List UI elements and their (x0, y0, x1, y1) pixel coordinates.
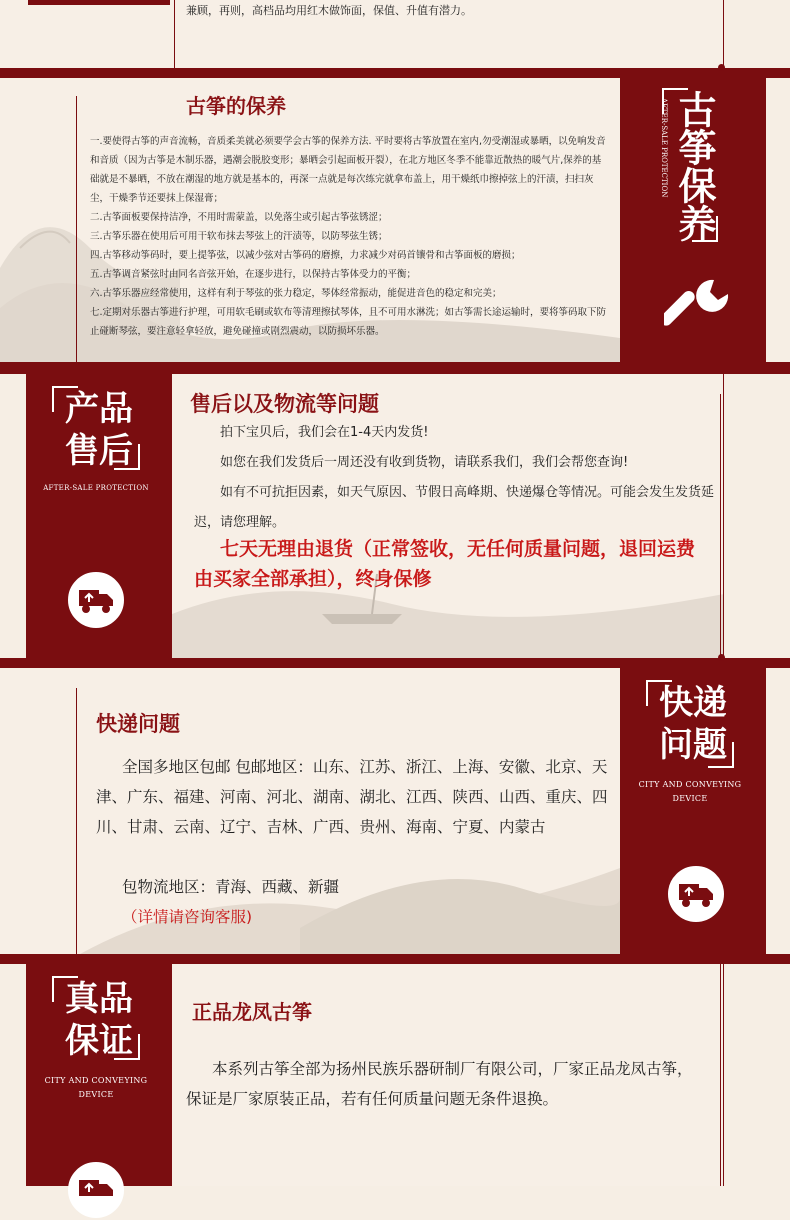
delivery-truck-icon (68, 572, 124, 628)
genuine-side-chars (54, 978, 144, 1062)
section-band (0, 954, 790, 964)
care-paragraph: 三.古筝乐器在使用后可用干软布抹去琴弦上的汗渍等，以防琴弦生锈； (90, 231, 388, 242)
care-paragraph: 四.古筝移动筝码时，要上提筝弦，以减少弦对古筝码的磨擦，力求减少对码首镶骨和古筝面板的磨损； (90, 250, 521, 261)
top-strip (0, 0, 724, 68)
top-red-bar (28, 0, 170, 5)
divider (174, 0, 175, 68)
aftersale-side-box (26, 374, 172, 658)
genuine-side-sub: DEVICE (78, 1090, 114, 1099)
delivery-truck-icon (668, 866, 724, 922)
aftersale-text (194, 418, 714, 538)
aftersale-title: 售后以及物流等问题 (190, 392, 379, 416)
aftersale-side-chars (54, 388, 144, 472)
aftersale-side-sub: AFTER-SALE PROTECTION (43, 484, 149, 492)
divider (76, 96, 77, 362)
side-char: 问题 (659, 725, 727, 765)
aftersale-line: 拍下宝贝后，我们会在1-4天内发货! (220, 425, 429, 440)
care-side-chars (670, 90, 718, 242)
divider (76, 688, 77, 954)
care-section (0, 78, 620, 362)
divider (723, 0, 724, 68)
section-band (0, 68, 790, 78)
care-paragraph: 五.古筝调音紧弦时由同名音弦开始，在逐步进行，以保持古筝体受力的平衡； (90, 269, 417, 280)
aftersale-line: 如有不可抗拒因素，如天气原因、节假日高峰期、快递爆仓等情况。可能会发生发货延迟，请您理解。 (194, 485, 715, 530)
section-band (0, 362, 790, 374)
delivery-truck-icon (68, 1162, 124, 1218)
care-paragraph: 七.定期对乐器古筝进行护理，可用软毛刷或软布等清理擦拭琴体，且不可用水淋洗；如古筝需长途运输时，要将筝码取下防止碰断琴弦，要注意轻拿轻放，避免碰撞或剧烈震动，以防损坏乐器。 (90, 307, 607, 337)
side-char: 售后 (65, 431, 133, 471)
genuine-title: 正品龙凤古筝 (192, 1000, 312, 1024)
care-paragraph: 二.古筝面板要保持洁净，不用时需蒙盖，以免落尘或引起古筝弦锈涩； (90, 212, 388, 223)
express-section (0, 668, 620, 954)
genuine-side-sub: CITY AND CONVEYING (44, 1076, 148, 1085)
express-side-sub: CITY AND CONVEYING (638, 780, 742, 789)
side-char: 保证 (65, 1021, 133, 1061)
side-char: 古筝 (672, 90, 717, 166)
divider (720, 964, 721, 1186)
aftersale-line: 如您在我们发货后一周还没有收到货物，请联系我们，我们会帮您查询! (220, 455, 629, 470)
care-title: 古筝的保养 (186, 94, 286, 118)
express-note: （详情请咨询客服) (122, 908, 253, 926)
wrench-icon (664, 274, 736, 350)
section-band (0, 658, 790, 668)
genuine-text: 本系列古筝全部为扬州民族乐器研制厂有限公司，厂家正品龙凤古筝，保证是厂家原装正品，若有任何质量问题无条件退换。 (186, 1060, 693, 1108)
aftersale-section (172, 374, 724, 658)
care-side-box (620, 78, 766, 362)
care-side-vertical: AFTER-SALE PROTECTION (660, 98, 668, 198)
return-policy: 七天无理由退货（正常签收，无任何质量问题，退回运费由买家全部承担），终身保修 (194, 538, 696, 590)
side-char: 产品 (65, 389, 133, 429)
divider (720, 394, 721, 658)
express-side-sub: DEVICE (672, 794, 708, 803)
side-char: 保养 (672, 166, 717, 242)
top-line: 兼顾，再则，高档品均用红木做饰面，保值、升值有潜力。 (186, 4, 472, 17)
genuine-section (172, 964, 724, 1186)
express-title: 快递问题 (96, 712, 180, 736)
side-char: 快递 (659, 683, 727, 723)
vertical-sub (660, 98, 668, 238)
band-dot (718, 64, 725, 71)
side-char: 真品 (65, 979, 133, 1019)
genuine-side-box (26, 964, 172, 1186)
care-paragraph: 一.要使得古筝的声音流畅，音质柔美就必须要学会古筝的保养方法. 平时要将古筝放置在室内,勿受潮湿或暴晒，以免响发音和音质（因为古筝是木制乐器，遇潮会脱胶变形；暴晒会引起面板开裂），在北方地区冬季不能靠近散热的暖气片,保养的基础就是不暴晒，不放在潮湿的地方就是基本的，再深一点就是每次练完就拿布盖上，用干燥纸巾擦掉弦上的汗渍，扫扫灰尘，干燥季节还要抹上保湿膏； (90, 136, 606, 204)
divider (723, 964, 724, 1186)
divider (723, 374, 724, 658)
express-side-box (620, 668, 766, 954)
care-text (90, 132, 610, 341)
care-paragraph: 六.古筝乐器应经常使用，这样有利于琴弦的张力稳定，琴体经常振动，能促进音色的稳定和完美； (90, 288, 502, 299)
express-free-shipping: 全国多地区包邮 包邮地区：山东、江苏、浙江、上海、安徽、北京、天津、广东、福建、河南、河北、湖南、湖北、江西、陕西、山西、重庆、四川、甘肃、云南、辽宁、吉林、广西、贵州、海南、宁夏、内蒙古 (96, 758, 608, 836)
band-dot (718, 654, 725, 661)
express-logistics: 包物流地区：青海、西藏、新疆 (122, 878, 340, 896)
express-side-chars (648, 682, 738, 766)
